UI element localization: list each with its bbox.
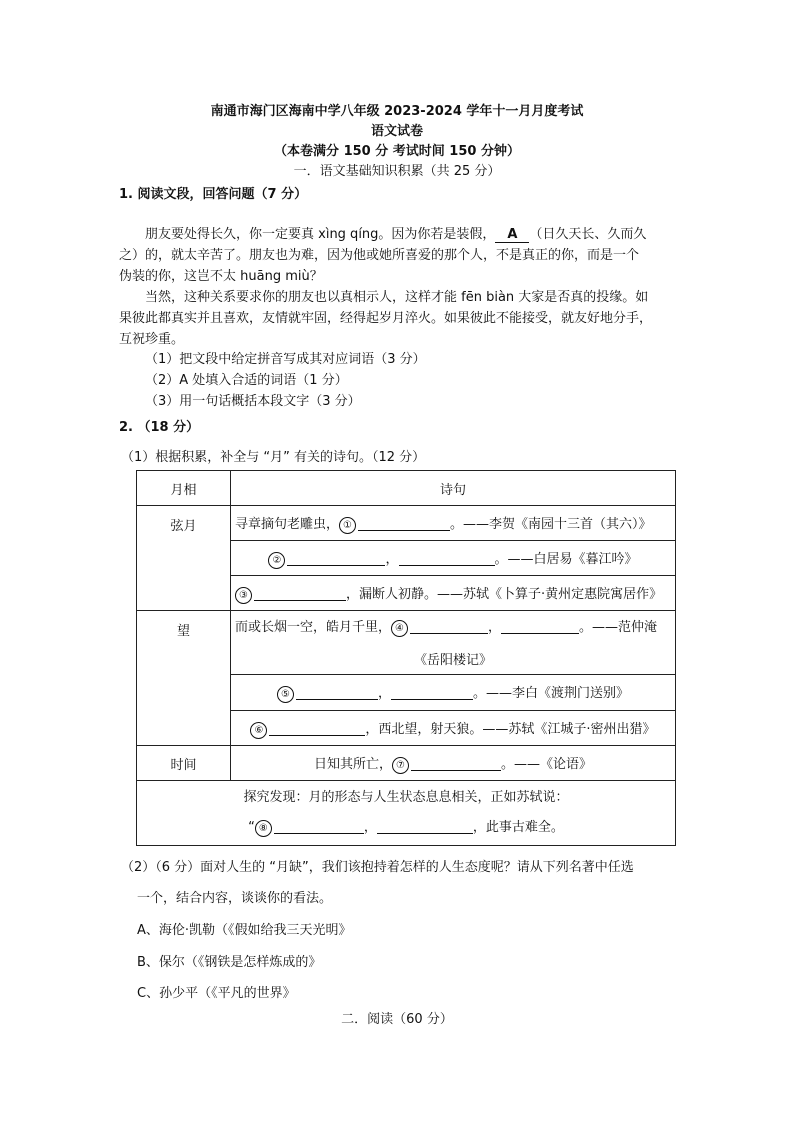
option-c: C、孙少平（《平凡的世界》 [137,986,296,1001]
sub-question-2: （2）A 处填入合适的词语（1 分） [145,373,348,388]
option-b: B、保尔（《钢铁是怎样炼成的》 [137,955,322,970]
table-header-phase: 月相 [137,471,231,506]
exam-meta: （本卷满分 150 分 考试时间 150 分钟） [274,144,520,159]
answer-blank [501,619,579,634]
answer-blank [274,819,364,834]
table-row: ② ， 。——白居易《暮江吟》 [231,541,676,576]
option-a: A、海伦·凯勒（《假如给我三天光明》 [137,923,352,938]
table-row: ③ ，漏断人初静。——苏轼《卜算子·黄州定惠院寓居作》 [231,576,676,611]
passage-line: 伪装的你，这岂不太 huāng miù？ [119,269,323,284]
answer-blank [358,516,450,531]
exploration-text: 探究发现：月的形态与人生状态息息相关，正如苏轼说： [243,790,569,805]
passage-line: 当然，这种关系要求你的朋友也以真相示人，这样才能 fēn biàn 大家是否真的投缘。如 [145,290,649,305]
table-row: ⑤ ， 。——李白《渡荆门送别》 [231,675,676,711]
answer-blank [411,756,501,771]
exploration-row [137,781,676,846]
passage-line: 果彼此都真实并且喜欢，友情就牢固，经得起岁月淬火。如果彼此不能接受，就友好地分手， [119,311,653,326]
question-1-heading: 1. 阅读文段，回答问题（7 分） [119,187,308,202]
question-2-part-1: （1）根据积累，补全与 “月” 有关的诗句。（12 分） [121,450,426,465]
phase-crescent: 弦月 [137,506,231,611]
phase-time: 时间 [137,746,231,781]
exam-title: 南通市海门区海南中学八年级 2023-2024 学年十一月月度考试 [210,104,584,119]
answer-blank [410,619,488,634]
passage-line: 之）的，就太辛苦了。朋友也为难，因为他或她所喜爱的那个人，不是真正的你，而是一个 [119,248,640,263]
blank-a: A [495,228,529,243]
section-two-heading: 二．阅读（60 分） [341,1012,453,1027]
section-one-heading: 一．语文基础知识积累（共 25 分） [293,164,501,179]
question-2-heading: 2. （18 分） [119,420,200,435]
table-row: 而或长烟一空，皓月千里， ④ ， 。——范仲淹 [231,611,676,643]
table-row: 《岳阳楼记》 [231,643,676,675]
sub-question-1: （1）把文段中给定拼音写成其对应词语（3 分） [145,352,426,367]
phase-full-moon: 望 [137,611,231,746]
table-header-poem: 诗句 [231,471,676,506]
answer-blank [399,551,495,566]
answer-blank [269,721,365,736]
passage-line: 朋友要处得长久，你一定要真 xìng qíng。因为你若是装假， A （日久天长、久而久 [145,227,647,242]
answer-blank [287,551,385,566]
table-row: 寻章摘句老雕虫， ① 。——李贺《南园十三首（其六）》 [231,506,676,541]
answer-blank [296,685,378,700]
exam-subtitle: 语文试卷 [370,124,423,139]
answer-blank [377,819,473,834]
table-row: 日知其所亡， ⑦ 。——《论语》 [231,746,676,781]
passage-line: 互祝珍重。 [119,332,185,347]
table-row: ⑥ ，西北望，射天狼。——苏轼《江城子·密州出猎》 [231,711,676,746]
answer-blank [254,586,346,601]
question-2-part-2: （2）（6 分）面对人生的 “月缺”，我们该抱持着怎样的人生态度呢？请从下列名著中任选 [121,860,634,875]
exploration-quote: “ ⑧ ， ，此事古难全。 [248,820,564,835]
sub-question-3: （3）用一句话概括本段文字（3 分） [145,394,361,409]
question-2-part-2-cont: 一个，结合内容，谈谈你的看法。 [137,891,333,906]
answer-blank [391,685,473,700]
poem-table [136,470,676,846]
